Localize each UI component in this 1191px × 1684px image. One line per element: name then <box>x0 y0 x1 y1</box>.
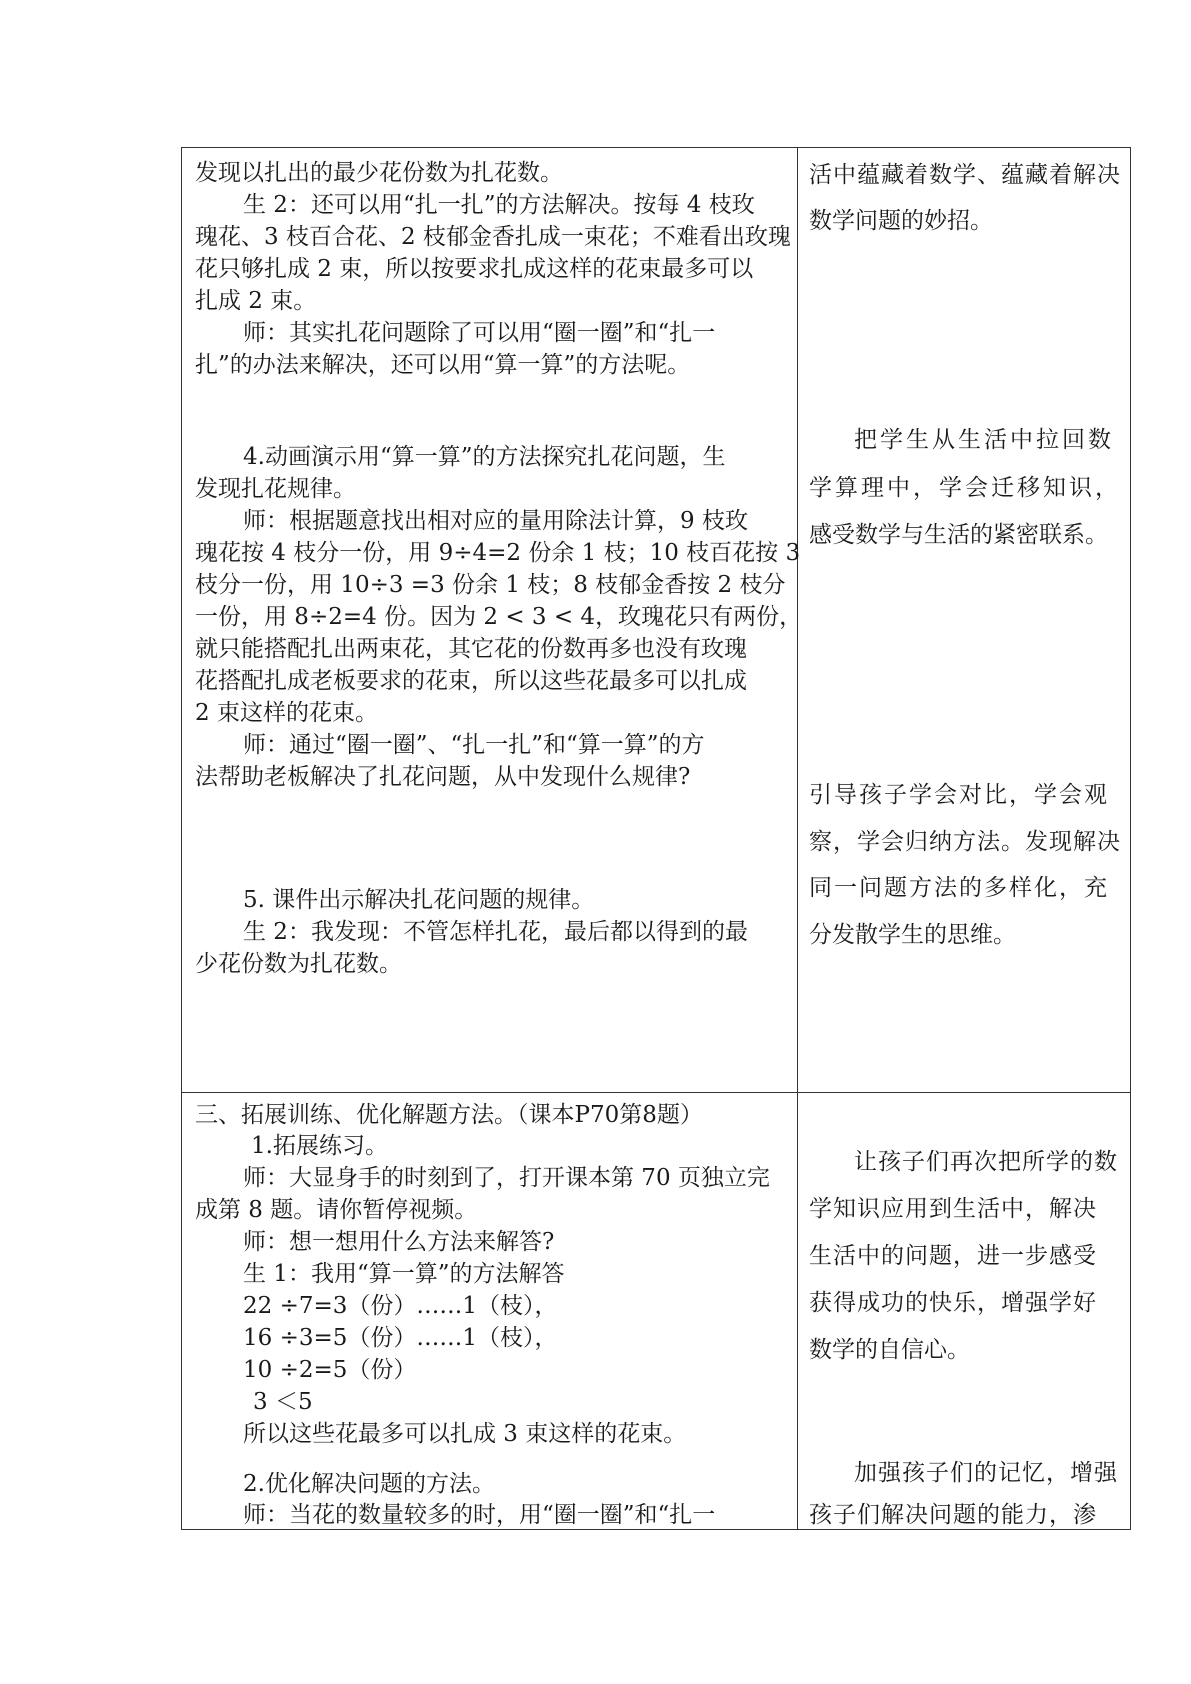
process-line: 所以这些花最多可以扎成 3 束这样的花束。 <box>243 1421 687 1447</box>
process-line: 花只够扎成 2 束，所以按要求扎成这样的花束最多可以 <box>195 256 754 282</box>
process-line: 生 2：我发现：不管怎样扎花，最后都以得到的最 <box>243 919 748 945</box>
process-line: 生 2：还可以用“扎一扎”的方法解决。按每 4 枝玫 <box>243 192 755 218</box>
process-line: 少花份数为扎花数。 <box>195 951 402 977</box>
process-line: 师：根据题意找出相对应的量用除法计算，9 枝玫 <box>243 508 748 534</box>
intent-line: 加强孩子们的记忆，增强 <box>854 1460 1118 1486</box>
process-line: 就只能搭配扎出两束花，其它花的份数再多也没有玫瑰 <box>195 636 747 662</box>
process-line: 2.优化解决问题的方法。 <box>243 1471 495 1497</box>
intent-line: 察，学会归纳方法。发现解决 <box>809 829 1121 855</box>
process-line: 师：当花的数量较多的时，用“圈一圈”和“扎一 <box>243 1502 716 1528</box>
intent-line: 把学生从生活中拉回数 <box>854 427 1114 453</box>
intent-line: 生活中的问题，进一步感受 <box>809 1243 1097 1269</box>
equation-line: 22 ÷7=3（份）……1（枝）， <box>243 1293 558 1319</box>
process-line: 师：其实扎花问题除了可以用“圈一圈”和“扎一 <box>243 320 716 346</box>
intent-line: 让孩子们再次把所学的数 <box>854 1149 1118 1175</box>
equation-line: 3 ＜5 <box>253 1389 313 1415</box>
row-divider <box>181 1092 1131 1093</box>
process-line: 花搭配扎成老板要求的花束，所以这些花最多可以扎成 <box>195 668 747 694</box>
process-line: 师：通过“圈一圈”、“扎一扎”和“算一算”的方 <box>243 732 705 758</box>
intent-line: 感受数学与生活的紧密联系。 <box>809 522 1108 548</box>
process-line: 发现以扎出的最少花份数为扎花数。 <box>195 160 563 186</box>
intent-line: 孩子们解决问题的能力，渗 <box>809 1502 1097 1528</box>
process-line: 扎”的办法来解决，还可以用“算一算”的方法呢。 <box>195 352 691 378</box>
process-line: 师：想一想用什么方法来解答? <box>243 1229 555 1255</box>
intent-line: 引导孩子学会对比，学会观 <box>809 782 1109 808</box>
process-line: 1.拓展练习。 <box>251 1133 388 1159</box>
process-line: 瑰花按 4 枝分一份，用 9÷4=2 份余 1 枝；10 枝百花按 3 <box>195 540 801 566</box>
process-line: 法帮助老板解决了扎花问题，从中发现什么规律? <box>195 764 691 790</box>
equation-line: 10 ÷2=5（份） <box>243 1357 417 1383</box>
equation-line: 16 ÷3=5（份）……1（枝）， <box>243 1325 558 1351</box>
intent-line: 学算理中，学会迁移知识， <box>809 475 1121 501</box>
process-line: 师：大显身手的时刻到了，打开课本第 70 页独立完 <box>243 1165 770 1191</box>
process-line: 成第 8 题。请你暂停视频。 <box>195 1197 478 1223</box>
process-line: 枝分一份，用 10÷3 =3 份余 1 枝；8 枝郁金香按 2 枝分 <box>195 572 786 598</box>
intent-line: 分发散学生的思维。 <box>809 922 1016 948</box>
intent-line: 数学的自信心。 <box>809 1337 970 1363</box>
intent-line: 学知识应用到生活中，解决 <box>809 1196 1097 1222</box>
process-line: 发现扎花规律。 <box>195 476 356 502</box>
intent-line: 活中蕴藏着数学、蕴藏着解决 <box>809 162 1121 188</box>
process-line: 扎成 2 束。 <box>195 288 317 314</box>
process-line: 2 束这样的花束。 <box>195 700 378 726</box>
process-line: 生 1：我用“算一算”的方法解答 <box>243 1261 565 1287</box>
intent-line: 同一问题方法的多样化，充 <box>809 875 1109 901</box>
section-heading: 三、拓展训练、优化解题方法。（课本P70第8题） <box>195 1102 703 1128</box>
process-line: 4.动画演示用“算一算”的方法探究扎花问题，生 <box>243 444 726 470</box>
intent-line: 数学问题的妙招。 <box>809 208 993 234</box>
intent-line: 获得成功的快乐，增强学好 <box>809 1290 1097 1316</box>
process-line: 瑰花、3 枝百合花、2 枝郁金香扎成一束花；不难看出玫瑰 <box>195 224 791 250</box>
column-divider <box>797 147 798 1530</box>
process-line: 5. 课件出示解决扎花问题的规律。 <box>243 887 595 913</box>
process-line: 一份，用 8÷2=4 份。因为 2 < 3 < 4，玫瑰花只有两份， <box>195 604 803 630</box>
